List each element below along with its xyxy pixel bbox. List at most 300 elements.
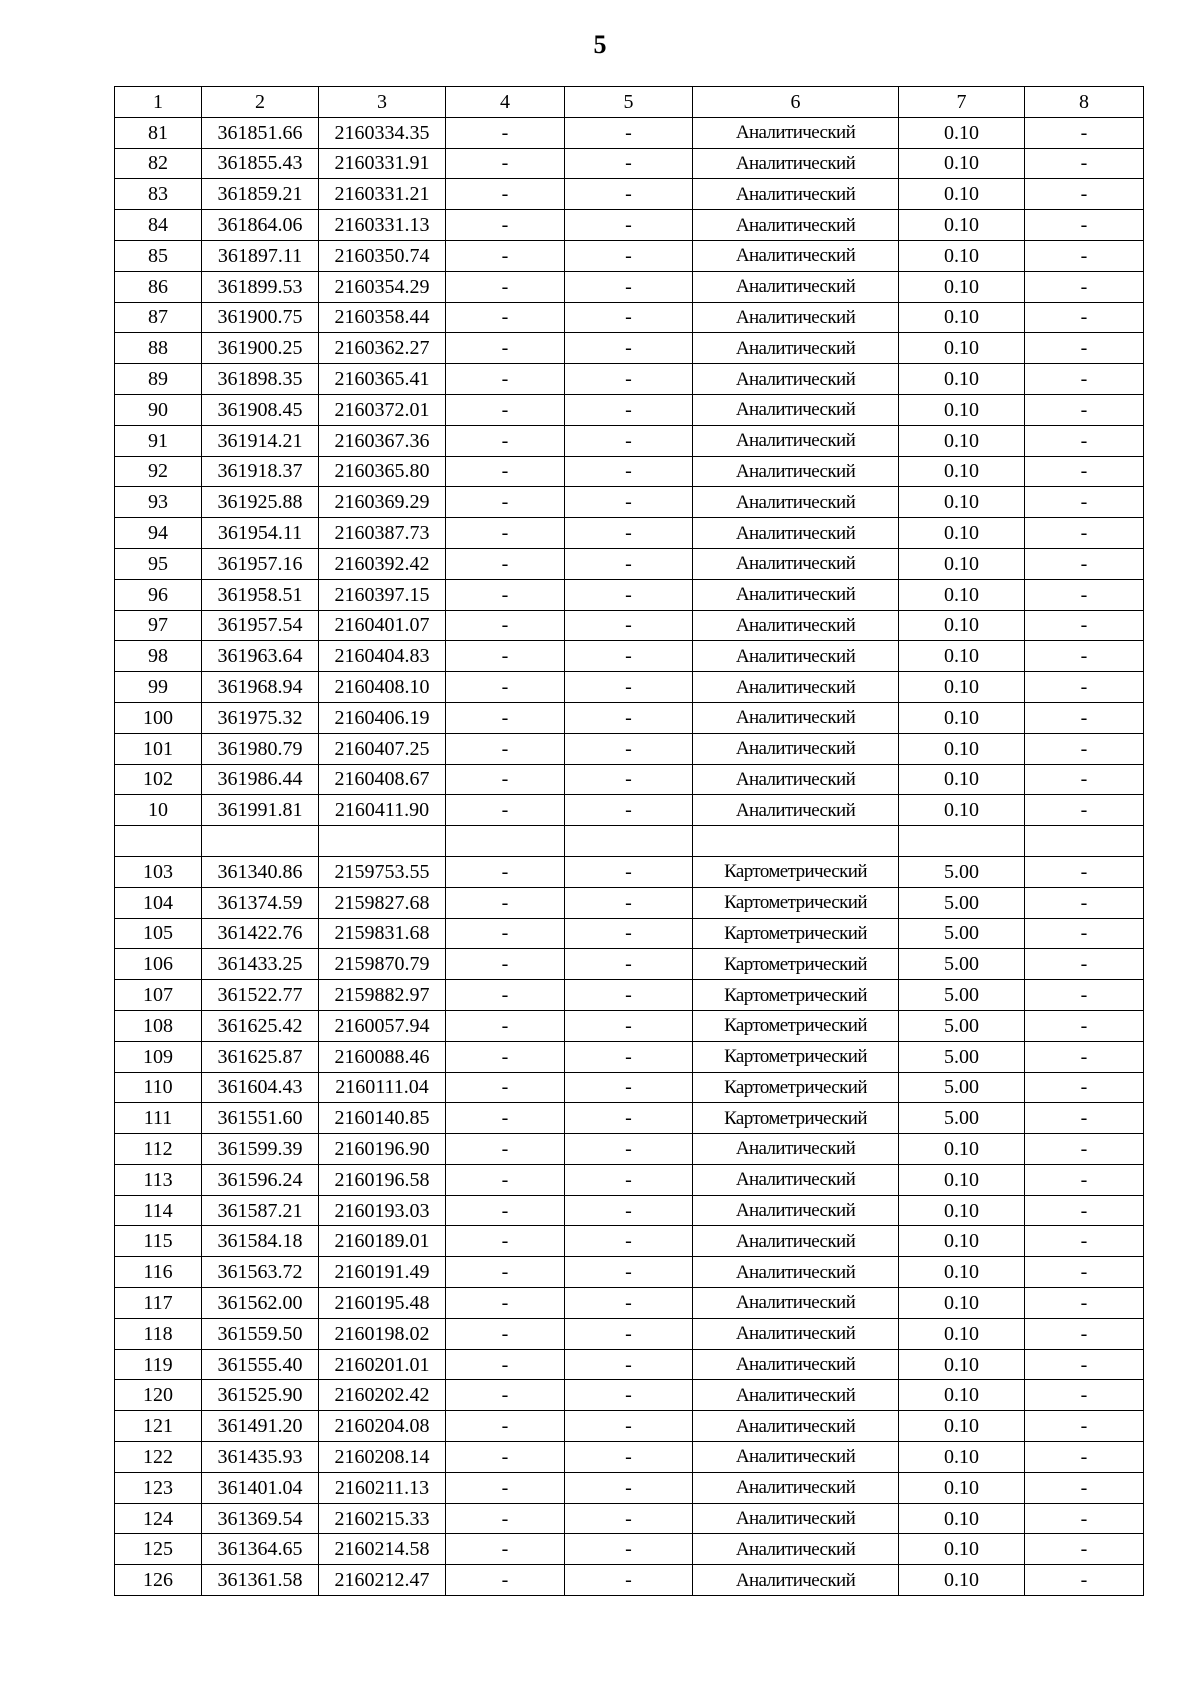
- point-number-cell: 118: [115, 1318, 202, 1349]
- col4-cell: -: [446, 117, 565, 148]
- x-coordinate-cell: 361980.79: [202, 733, 319, 764]
- col4-cell: -: [446, 887, 565, 918]
- method-cell: Аналитический: [693, 1534, 899, 1565]
- col4-cell: -: [446, 1380, 565, 1411]
- method-cell: Аналитический: [693, 1411, 899, 1442]
- x-coordinate-cell: 361491.20: [202, 1411, 319, 1442]
- col5-cell: -: [565, 702, 693, 733]
- accuracy-cell: 0.10: [899, 1349, 1025, 1380]
- x-coordinate-cell: 361986.44: [202, 764, 319, 795]
- col8-cell: -: [1025, 456, 1144, 487]
- x-coordinate-cell: 361957.54: [202, 610, 319, 641]
- x-coordinate-cell: 361361.58: [202, 1565, 319, 1596]
- col5-cell: -: [565, 1534, 693, 1565]
- x-coordinate-cell: 361587.21: [202, 1195, 319, 1226]
- accuracy-cell: 0.10: [899, 1164, 1025, 1195]
- col5-cell: -: [565, 1503, 693, 1534]
- x-coordinate-cell: 361968.94: [202, 672, 319, 703]
- method-cell: Аналитический: [693, 394, 899, 425]
- col5-cell: -: [565, 672, 693, 703]
- x-coordinate-cell: 361555.40: [202, 1349, 319, 1380]
- table-row: [115, 918, 1144, 949]
- x-coordinate-cell: 361422.76: [202, 918, 319, 949]
- col5-cell: -: [565, 1010, 693, 1041]
- point-number-cell: 109: [115, 1041, 202, 1072]
- col4-cell: -: [446, 702, 565, 733]
- col8-cell: -: [1025, 425, 1144, 456]
- col5-cell: -: [565, 764, 693, 795]
- col8-cell: -: [1025, 487, 1144, 518]
- point-number-cell: 101: [115, 733, 202, 764]
- y-coordinate-cell: 2160331.13: [319, 210, 446, 241]
- col5-cell: -: [565, 425, 693, 456]
- col5-cell: -: [565, 271, 693, 302]
- table-row: [115, 949, 1144, 980]
- col4-cell: -: [446, 364, 565, 395]
- accuracy-cell: 0.10: [899, 795, 1025, 826]
- col5-cell: -: [565, 579, 693, 610]
- accuracy-cell: 0.10: [899, 487, 1025, 518]
- col4-cell: -: [446, 795, 565, 826]
- col8-cell: -: [1025, 179, 1144, 210]
- y-coordinate-cell: 2160362.27: [319, 333, 446, 364]
- col8-cell: -: [1025, 1195, 1144, 1226]
- coordinates-table: [114, 86, 1144, 1596]
- column-header: 4: [446, 87, 565, 118]
- col8-cell: -: [1025, 1041, 1144, 1072]
- accuracy-cell: 0.10: [899, 456, 1025, 487]
- accuracy-cell: 5.00: [899, 1103, 1025, 1134]
- x-coordinate-cell: 361851.66: [202, 117, 319, 148]
- y-coordinate-cell: 2160195.48: [319, 1288, 446, 1319]
- col4-cell: -: [446, 1257, 565, 1288]
- method-cell: Аналитический: [693, 1349, 899, 1380]
- col5-cell: -: [565, 210, 693, 241]
- col8-cell: -: [1025, 1349, 1144, 1380]
- y-coordinate-cell: 2160365.41: [319, 364, 446, 395]
- x-coordinate-cell: 361340.86: [202, 856, 319, 887]
- col8-cell: -: [1025, 918, 1144, 949]
- column-header: 6: [693, 87, 899, 118]
- accuracy-cell: 0.10: [899, 764, 1025, 795]
- col5-cell: -: [565, 1380, 693, 1411]
- table-row: [115, 1072, 1144, 1103]
- table-row: [115, 1442, 1144, 1473]
- y-coordinate-cell: 2160334.35: [319, 117, 446, 148]
- x-coordinate-cell: 361918.37: [202, 456, 319, 487]
- point-number-cell: 85: [115, 240, 202, 271]
- col4-cell: -: [446, 1103, 565, 1134]
- x-coordinate-cell: 361584.18: [202, 1226, 319, 1257]
- col8-cell: [1025, 826, 1144, 857]
- col4-cell: -: [446, 518, 565, 549]
- x-coordinate-cell: 361596.24: [202, 1164, 319, 1195]
- table-row: [115, 764, 1144, 795]
- y-coordinate-cell: 2160111.04: [319, 1072, 446, 1103]
- y-coordinate-cell: 2160215.33: [319, 1503, 446, 1534]
- col5-cell: -: [565, 117, 693, 148]
- point-number-cell: 117: [115, 1288, 202, 1319]
- point-number-cell: 124: [115, 1503, 202, 1534]
- point-number-cell: 86: [115, 271, 202, 302]
- y-coordinate-cell: 2160404.83: [319, 641, 446, 672]
- table-row: [115, 548, 1144, 579]
- method-cell: Аналитический: [693, 672, 899, 703]
- method-cell: Аналитический: [693, 210, 899, 241]
- col5-cell: -: [565, 1164, 693, 1195]
- method-cell: Аналитический: [693, 641, 899, 672]
- col4-cell: -: [446, 733, 565, 764]
- col4-cell: -: [446, 148, 565, 179]
- y-coordinate-cell: 2160088.46: [319, 1041, 446, 1072]
- accuracy-cell: 0.10: [899, 240, 1025, 271]
- col4-cell: -: [446, 425, 565, 456]
- accuracy-cell: 0.10: [899, 333, 1025, 364]
- col8-cell: -: [1025, 733, 1144, 764]
- col5-cell: [565, 826, 693, 857]
- point-number-cell: 107: [115, 980, 202, 1011]
- x-coordinate-cell: 361562.00: [202, 1288, 319, 1319]
- column-header: 3: [319, 87, 446, 118]
- col5-cell: -: [565, 918, 693, 949]
- method-cell: Картометрический: [693, 1072, 899, 1103]
- accuracy-cell: 0.10: [899, 364, 1025, 395]
- col8-cell: -: [1025, 1442, 1144, 1473]
- table-row: [115, 487, 1144, 518]
- point-number-cell: 105: [115, 918, 202, 949]
- col8-cell: -: [1025, 333, 1144, 364]
- method-cell: Аналитический: [693, 179, 899, 210]
- x-coordinate-cell: 361559.50: [202, 1318, 319, 1349]
- y-coordinate-cell: 2159882.97: [319, 980, 446, 1011]
- table-row: [115, 579, 1144, 610]
- col4-cell: [446, 826, 565, 857]
- method-cell: Аналитический: [693, 240, 899, 271]
- table-row: [115, 1472, 1144, 1503]
- col5-cell: -: [565, 518, 693, 549]
- table-row: [115, 302, 1144, 333]
- col4-cell: -: [446, 333, 565, 364]
- column-header: 5: [565, 87, 693, 118]
- col5-cell: -: [565, 980, 693, 1011]
- col5-cell: -: [565, 1288, 693, 1319]
- col8-cell: -: [1025, 1288, 1144, 1319]
- point-number-cell: 106: [115, 949, 202, 980]
- accuracy-cell: 0.10: [899, 1503, 1025, 1534]
- table-row: [115, 702, 1144, 733]
- col8-cell: -: [1025, 240, 1144, 271]
- accuracy-cell: 0.10: [899, 1195, 1025, 1226]
- x-coordinate-cell: 361900.75: [202, 302, 319, 333]
- y-coordinate-cell: 2160369.29: [319, 487, 446, 518]
- method-cell: Аналитический: [693, 1226, 899, 1257]
- x-coordinate-cell: 361899.53: [202, 271, 319, 302]
- x-coordinate-cell: 361625.42: [202, 1010, 319, 1041]
- point-number-cell: 90: [115, 394, 202, 425]
- col8-cell: -: [1025, 887, 1144, 918]
- point-number-cell: 100: [115, 702, 202, 733]
- col8-cell: -: [1025, 1010, 1144, 1041]
- col8-cell: -: [1025, 394, 1144, 425]
- y-coordinate-cell: 2160202.42: [319, 1380, 446, 1411]
- method-cell: Аналитический: [693, 302, 899, 333]
- method-cell: Аналитический: [693, 487, 899, 518]
- accuracy-cell: 0.10: [899, 1411, 1025, 1442]
- col8-cell: -: [1025, 1565, 1144, 1596]
- method-cell: Аналитический: [693, 425, 899, 456]
- accuracy-cell: 0.10: [899, 425, 1025, 456]
- col5-cell: -: [565, 1134, 693, 1165]
- table-row: [115, 1134, 1144, 1165]
- point-number-cell: 115: [115, 1226, 202, 1257]
- col4-cell: -: [446, 394, 565, 425]
- col5-cell: -: [565, 949, 693, 980]
- x-coordinate-cell: 361954.11: [202, 518, 319, 549]
- y-coordinate-cell: 2160354.29: [319, 271, 446, 302]
- col4-cell: -: [446, 1134, 565, 1165]
- page-number: 5: [593, 30, 607, 59]
- col8-cell: -: [1025, 1072, 1144, 1103]
- accuracy-cell: 0.10: [899, 302, 1025, 333]
- y-coordinate-cell: 2160331.21: [319, 179, 446, 210]
- col5-cell: -: [565, 333, 693, 364]
- point-number-cell: 116: [115, 1257, 202, 1288]
- table-row: [115, 240, 1144, 271]
- x-coordinate-cell: 361908.45: [202, 394, 319, 425]
- x-coordinate-cell: 361435.93: [202, 1442, 319, 1473]
- col4-cell: -: [446, 1565, 565, 1596]
- col8-cell: -: [1025, 641, 1144, 672]
- col8-cell: -: [1025, 795, 1144, 826]
- y-coordinate-cell: [319, 826, 446, 857]
- x-coordinate-cell: [202, 826, 319, 857]
- y-coordinate-cell: 2160397.15: [319, 579, 446, 610]
- table-row: [115, 1257, 1144, 1288]
- accuracy-cell: 5.00: [899, 1010, 1025, 1041]
- col5-cell: -: [565, 456, 693, 487]
- table-row: [115, 1103, 1144, 1134]
- point-number-cell: 120: [115, 1380, 202, 1411]
- table-row: [115, 117, 1144, 148]
- y-coordinate-cell: 2160193.03: [319, 1195, 446, 1226]
- point-number-cell: 121: [115, 1411, 202, 1442]
- accuracy-cell: 0.10: [899, 579, 1025, 610]
- col8-cell: -: [1025, 949, 1144, 980]
- x-coordinate-cell: 361625.87: [202, 1041, 319, 1072]
- method-cell: Картометрический: [693, 887, 899, 918]
- col5-cell: -: [565, 1318, 693, 1349]
- y-coordinate-cell: 2160365.80: [319, 456, 446, 487]
- y-coordinate-cell: 2160401.07: [319, 610, 446, 641]
- y-coordinate-cell: 2160408.10: [319, 672, 446, 703]
- col5-cell: -: [565, 1072, 693, 1103]
- table-row: [115, 980, 1144, 1011]
- col5-cell: -: [565, 1257, 693, 1288]
- accuracy-cell: 0.10: [899, 179, 1025, 210]
- point-number-cell: 126: [115, 1565, 202, 1596]
- point-number-cell: 125: [115, 1534, 202, 1565]
- accuracy-cell: 5.00: [899, 887, 1025, 918]
- col4-cell: -: [446, 641, 565, 672]
- y-coordinate-cell: 2160191.49: [319, 1257, 446, 1288]
- method-cell: Аналитический: [693, 579, 899, 610]
- method-cell: Аналитический: [693, 456, 899, 487]
- col8-cell: -: [1025, 610, 1144, 641]
- col5-cell: -: [565, 148, 693, 179]
- accuracy-cell: 0.10: [899, 548, 1025, 579]
- method-cell: Картометрический: [693, 1041, 899, 1072]
- accuracy-cell: 0.10: [899, 1257, 1025, 1288]
- col4-cell: -: [446, 1010, 565, 1041]
- method-cell: Аналитический: [693, 1257, 899, 1288]
- x-coordinate-cell: 361525.90: [202, 1380, 319, 1411]
- point-number-cell: 112: [115, 1134, 202, 1165]
- column-header: 1: [115, 87, 202, 118]
- col4-cell: -: [446, 672, 565, 703]
- point-number-cell: 87: [115, 302, 202, 333]
- x-coordinate-cell: 361897.11: [202, 240, 319, 271]
- accuracy-cell: 0.10: [899, 518, 1025, 549]
- method-cell: Аналитический: [693, 610, 899, 641]
- y-coordinate-cell: 2160331.91: [319, 148, 446, 179]
- accuracy-cell: 0.10: [899, 1318, 1025, 1349]
- x-coordinate-cell: 361864.06: [202, 210, 319, 241]
- accuracy-cell: 0.10: [899, 1380, 1025, 1411]
- accuracy-cell: 0.10: [899, 1134, 1025, 1165]
- table-row: [115, 1041, 1144, 1072]
- method-cell: Картометрический: [693, 949, 899, 980]
- y-coordinate-cell: 2159831.68: [319, 918, 446, 949]
- x-coordinate-cell: 361522.77: [202, 980, 319, 1011]
- table-row: [115, 364, 1144, 395]
- accuracy-cell: 0.10: [899, 641, 1025, 672]
- x-coordinate-cell: 361957.16: [202, 548, 319, 579]
- y-coordinate-cell: 2160196.90: [319, 1134, 446, 1165]
- method-cell: Картометрический: [693, 918, 899, 949]
- accuracy-cell: 5.00: [899, 918, 1025, 949]
- col4-cell: -: [446, 1442, 565, 1473]
- y-coordinate-cell: 2160201.01: [319, 1349, 446, 1380]
- point-number-cell: 89: [115, 364, 202, 395]
- table-row: [115, 733, 1144, 764]
- point-number-cell: 82: [115, 148, 202, 179]
- y-coordinate-cell: 2160367.36: [319, 425, 446, 456]
- point-number-cell: 95: [115, 548, 202, 579]
- table-row: [115, 1226, 1144, 1257]
- method-cell: Картометрический: [693, 980, 899, 1011]
- x-coordinate-cell: 361859.21: [202, 179, 319, 210]
- method-cell: [693, 826, 899, 857]
- table-row: [115, 1164, 1144, 1195]
- table-row: [115, 210, 1144, 241]
- accuracy-cell: 0.10: [899, 1442, 1025, 1473]
- x-coordinate-cell: 361551.60: [202, 1103, 319, 1134]
- y-coordinate-cell: 2160358.44: [319, 302, 446, 333]
- col8-cell: -: [1025, 271, 1144, 302]
- y-coordinate-cell: 2160196.58: [319, 1164, 446, 1195]
- table-row: [115, 1380, 1144, 1411]
- point-number-cell: 88: [115, 333, 202, 364]
- table-row: [115, 887, 1144, 918]
- col8-cell: -: [1025, 1534, 1144, 1565]
- y-coordinate-cell: 2160208.14: [319, 1442, 446, 1473]
- col5-cell: -: [565, 1349, 693, 1380]
- point-number-cell: 108: [115, 1010, 202, 1041]
- x-coordinate-cell: 361374.59: [202, 887, 319, 918]
- table-row: [115, 1565, 1144, 1596]
- col8-cell: -: [1025, 117, 1144, 148]
- col8-cell: -: [1025, 702, 1144, 733]
- method-cell: Аналитический: [693, 1565, 899, 1596]
- accuracy-cell: 5.00: [899, 856, 1025, 887]
- x-coordinate-cell: 361563.72: [202, 1257, 319, 1288]
- point-number-cell: 96: [115, 579, 202, 610]
- accuracy-cell: 0.10: [899, 1288, 1025, 1319]
- col8-cell: -: [1025, 518, 1144, 549]
- col8-cell: -: [1025, 1503, 1144, 1534]
- method-cell: Аналитический: [693, 117, 899, 148]
- col8-cell: -: [1025, 1257, 1144, 1288]
- y-coordinate-cell: 2160372.01: [319, 394, 446, 425]
- table-row: [115, 1288, 1144, 1319]
- col5-cell: -: [565, 240, 693, 271]
- col8-cell: -: [1025, 548, 1144, 579]
- table-row: [115, 672, 1144, 703]
- method-cell: Аналитический: [693, 1134, 899, 1165]
- x-coordinate-cell: 361958.51: [202, 579, 319, 610]
- accuracy-cell: 0.10: [899, 117, 1025, 148]
- col8-cell: -: [1025, 1318, 1144, 1349]
- point-number-cell: 92: [115, 456, 202, 487]
- col5-cell: -: [565, 1103, 693, 1134]
- col5-cell: -: [565, 610, 693, 641]
- column-header: 8: [1025, 87, 1144, 118]
- y-coordinate-cell: 2160406.19: [319, 702, 446, 733]
- col4-cell: -: [446, 1226, 565, 1257]
- method-cell: Картометрический: [693, 856, 899, 887]
- y-coordinate-cell: 2160387.73: [319, 518, 446, 549]
- point-number-cell: 114: [115, 1195, 202, 1226]
- col5-cell: -: [565, 795, 693, 826]
- col4-cell: -: [446, 1288, 565, 1319]
- x-coordinate-cell: 361898.35: [202, 364, 319, 395]
- x-coordinate-cell: 361604.43: [202, 1072, 319, 1103]
- x-coordinate-cell: 361991.81: [202, 795, 319, 826]
- y-coordinate-cell: 2159870.79: [319, 949, 446, 980]
- col4-cell: -: [446, 179, 565, 210]
- table-row: [115, 795, 1144, 826]
- col8-cell: -: [1025, 148, 1144, 179]
- y-coordinate-cell: 2160212.47: [319, 1565, 446, 1596]
- y-coordinate-cell: 2160204.08: [319, 1411, 446, 1442]
- col8-cell: -: [1025, 364, 1144, 395]
- accuracy-cell: 5.00: [899, 949, 1025, 980]
- col4-cell: -: [446, 1534, 565, 1565]
- accuracy-cell: 0.10: [899, 210, 1025, 241]
- col5-cell: -: [565, 1195, 693, 1226]
- accuracy-cell: 0.10: [899, 702, 1025, 733]
- table-row: [115, 856, 1144, 887]
- point-number-cell: 110: [115, 1072, 202, 1103]
- col5-cell: -: [565, 856, 693, 887]
- col8-cell: -: [1025, 1134, 1144, 1165]
- col8-cell: -: [1025, 672, 1144, 703]
- method-cell: Аналитический: [693, 518, 899, 549]
- col4-cell: -: [446, 210, 565, 241]
- col8-cell: -: [1025, 210, 1144, 241]
- col5-cell: -: [565, 1411, 693, 1442]
- table-row: [115, 610, 1144, 641]
